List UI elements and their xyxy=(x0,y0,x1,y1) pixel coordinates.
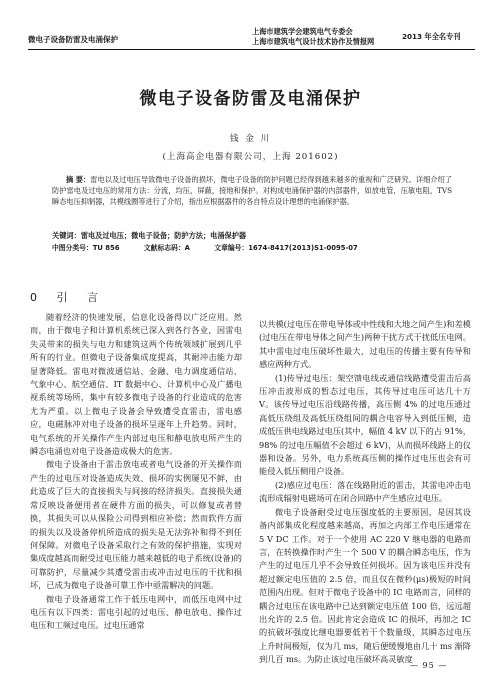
running-header xyxy=(0,0,501,52)
classification-line xyxy=(52,243,452,254)
keywords-text: 雷电及过电压；微电子设备；防护方法；电涌保护器 xyxy=(80,231,247,240)
paragraph: 微电子设备耐受过电压强度低的主要原因，是因其设备内部集成化程度越来越高，再加之内部工作电压通常在 5 V DC 工作。对于一个使用 AC 220 V 继电器的电路而言，在转换操作时产生一个 500 V 的耦合瞬态电压，作为产生的过电压几乎不会导致任何损坏。因为该电压并没有超过额定电压值的 2.5 倍，而且仅在微秒(μs)极短的时间范围内出现。但对于微电子设备中的 IC 电路而言，同样的耦合过电压在该电路中已达到额定电压值 100 倍，远远超出允许的 2.5 倍。因此肯定会造成 IC 的损坏，再加之 IC 的抗破坏强度比继电器要低若干个数量级，其瞬态过电压上升时间极短，仅为几 ms，随后便缓慢地由几十 ms 渐降到几百 ms。为防止该过电压破坏高灵敏度 xyxy=(259,506,471,665)
author-affiliation: (上海高企电器有限公司，上海 201602) xyxy=(162,152,339,162)
article-number: 文章编号：1674-8417(2013)S1-0095-07 xyxy=(214,244,358,252)
abstract-text: 雷电以及过电压导致微电子设备的损坏，微电子设备的防护问题已经得到越来越多的重视和广泛研究。详细介绍了防护雷电及过电压的常用方法：分流，均压，屏蔽，接地和保护。对构成电涌保护器的内部器件，如放电管，压敏电阻，TVS 瞬态电压抑制器，共模线圈等进行了介绍，指出应根据器件的各自特点设计理想的电涌保护器。 xyxy=(52,175,452,207)
paragraph: (1)传导过电压：架空馈电线或通信线路遭受雷击后高压冲击波形成的暂态过电压，其传导过电压可达几十万 V。该传导过电压沿线路传播，高压侧 4% 的过电压通过高低压绕组及高低压绕组间的耦合电容导入到低压侧，造成低压供电线路过电压(其中，幅值 4 kV 以下的占 91%，98% 的过电压幅值不会超过 6 kV)，从而损坏线路上的仪器和设备。另外，电力系统高压侧的操作过电压也会有可能侵入低压侧用户设备。 xyxy=(259,372,471,477)
header-right-org xyxy=(252,27,474,46)
paragraph: 以共模(过电压在带电导体或中性线和大地之间产生)和差模(过电压在带电导体之间产生)两种干扰方式干扰低压电网。其中雷电过电压破坏性最大，过电压的传播主要有传导和感应两种方式。 xyxy=(259,319,471,370)
abstract-label: 摘 要： xyxy=(66,175,91,184)
header-rule xyxy=(28,49,475,50)
article-title: 微电子设备防雷及电涌保护 xyxy=(139,89,362,109)
header-left-title: 微电子设备防雷及电涌保护 xyxy=(28,35,118,44)
clc-number: 中图分类号：TU 856 xyxy=(52,244,120,252)
document-code: 文献标志码：A xyxy=(143,244,190,252)
author-name: 钱 金 川 xyxy=(229,134,272,144)
page-number: — 95 — xyxy=(410,661,448,670)
paragraph: 随着经济的快速发展，信息化设备得以广泛应用。然而，由于微电子和计算机系统已深入到各行各业，因雷电失灵带来的损失与电力和建筑这两个传统领域扩展到几乎所有的行业。但微电子设备集成度提高，其耐冲击能力却显著降低。雷电对微波通信站、金融、电力调度通信站、气象中心、航空通信、IT 数据中心、计算机中心及广播电视系统等场所，集中有较多微电子设备的行业造成的危害尤为严重。以上微电子设备会导致遭受直雷击，雷电感应，电磁脉冲对电子设备的损坏呈逐年上升趋势。同时，电气系统的开关操作产生内部过电压和静电放电所产生的瞬态电涌也对电子设备造成极大的危害。 xyxy=(30,312,242,457)
keywords-label: 关键词： xyxy=(52,231,81,240)
left-column xyxy=(30,290,242,633)
paragraph: 微电子设备通常工作于低压电网中，而低压电网中过电压有以下四类：雷电引起的过电压、静电放电、操作过电压和工频过电压。过电压通常 xyxy=(30,593,242,631)
header-org-line1: 上海市建筑学会建筑电气专委会 xyxy=(252,27,353,36)
header-org-line2: 上海市建筑电气设计技术协作及情报网 xyxy=(252,36,375,46)
paragraph: (2)感应过电压：落在线路附近的雷击，其雷电冲击电流形成辐射电磁场可在闭合回路中产生感应过电压。 xyxy=(259,479,471,504)
keywords xyxy=(52,230,452,241)
paragraph: 微电子设备由于雷击放电或者电气设备的开关操作而产生的过电压对设备造成失效、损坏的实例屡见不鲜，由此造成了巨大的直接损失与间接的经济损失。直接损失通常反映设备便用者在硬件方面的损失，可以修复或者替换，其损失可以从保险公司得到相应补偿；然而软件方面的损失以及设备停机所造成的损失是无法弥补和得不到任何保障。对微电子设备采取行之有效的保护措施，实现对集成度越高而耐受过电压能力越来越低的电子系统(设备)的可靠防护，尽量减少其遭受雷击或冲击过电压的干扰和损坏，已成为微电子设备可靠工作中亟需解决的问题。 xyxy=(30,459,242,591)
header-year: 2013 年全名专刊 xyxy=(402,32,461,41)
section-heading-intro: 0 引 言 xyxy=(30,291,106,304)
right-column xyxy=(259,318,471,667)
abstract xyxy=(52,174,452,208)
